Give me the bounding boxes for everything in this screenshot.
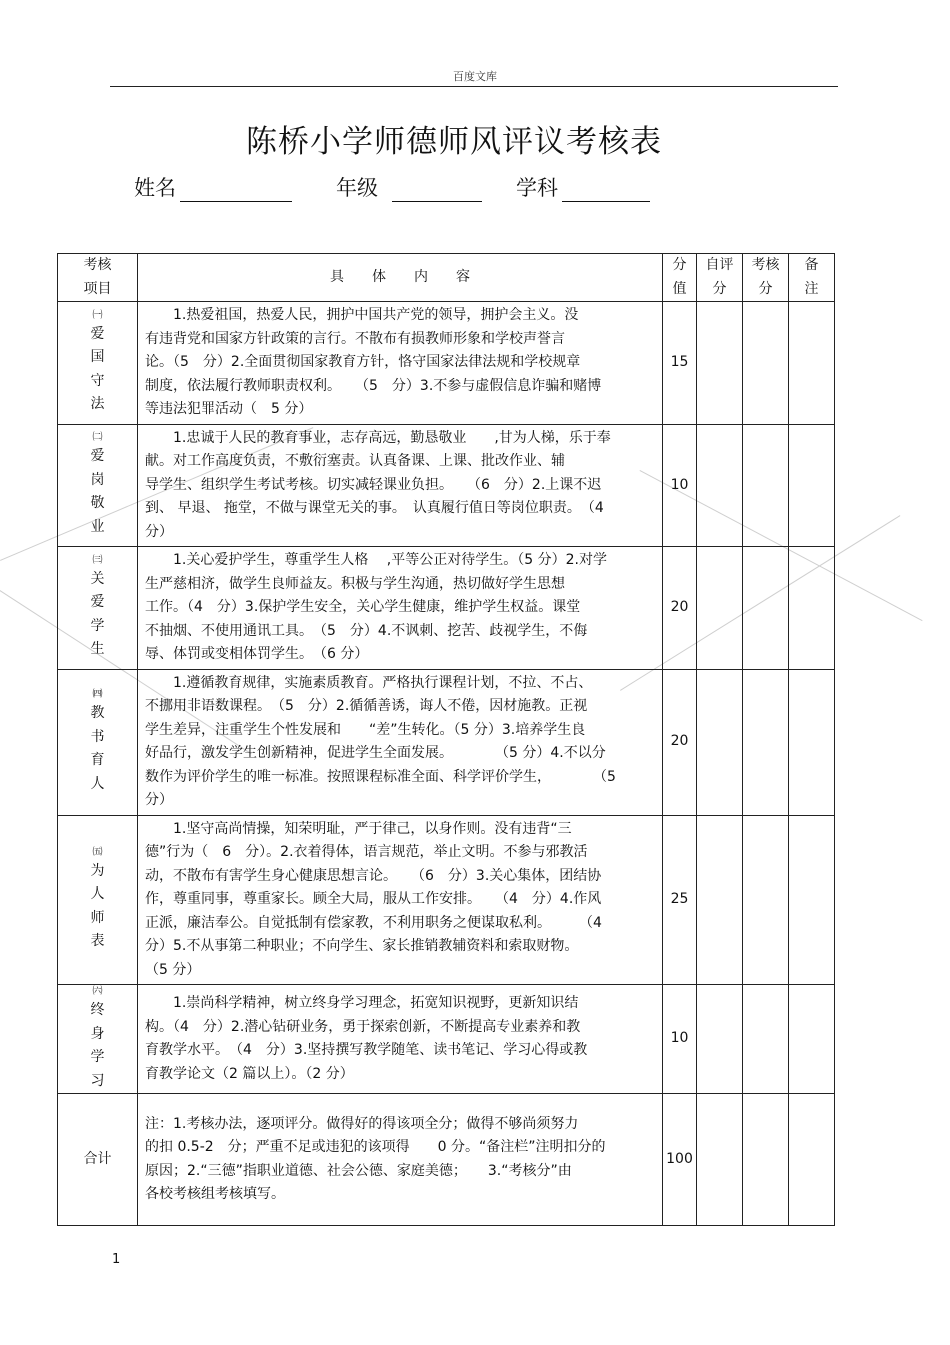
note-cell[interactable] — [789, 815, 835, 985]
eval-score-cell[interactable] — [743, 424, 789, 547]
table-row — [58, 815, 835, 985]
content-cell: 1.遵循教育规律，实施素质教育。严格执行课程计划，不拉、不占、 不挪用非语数课程。 （5 分）2.循循善诱，诲人不倦，因材施教。正视 学生差异，注重学生个性发展和 “差”生转化。（5 分）3.培养学生良 好品行，激发学生创新精神，促进学生全面发展。 （5 分）4.不以分 数作为评价学生的唯一标准。按照课程标准全面、科学评价学生， （5 分） — [138, 669, 663, 815]
self-score-cell[interactable] — [697, 985, 743, 1094]
subject-blank — [562, 179, 650, 202]
note-cell[interactable] — [789, 547, 835, 670]
header-eval-score: 考核 分 — [743, 254, 789, 302]
content-cell: 1.坚守高尚情操，知荣明耻，严于律己，以身作则。没有违背“三 德”行为（ 6 分）。2.衣着得体，语言规范，举止文明。不参与邪教活 动，不散布有害学生身心健康思想言论。 （6 分）3.关心集体，团结协 作，尊重同事，尊重家长。顾全大局，服从工作安排。 （4 分）4.作风 正派，廉洁奉公。自觉抵制有偿家教，不利用职务之便谋取私利。 （4 分）5.不从事第二种职业；不向学生、家长推销教辅资料和索取财物。 （5 分） — [138, 815, 663, 985]
notes-cell: 注：1.考核办法，逐项评分。做得好的得该项全分；做得不够尚须努力 的扣 0.5-2 分；严重不足或违犯的该项得 0 分。“备注栏”注明扣分的 原因；2.“三德”指职业道德、社会公德、家庭美德； 3.“考核分”由 各校考核组考核填写。 — [138, 1094, 663, 1226]
table-row — [58, 302, 835, 425]
table-header-row — [58, 254, 835, 302]
eval-score-cell[interactable] — [743, 1094, 789, 1226]
table-row — [58, 547, 835, 670]
subject-label: 学科 — [516, 176, 558, 200]
header-content: 具体内容 — [138, 254, 663, 302]
header-self-score: 自评 分 — [697, 254, 743, 302]
content-cell: 1.忠诚于人民的教育事业，志存高远，勤恳敬业 ,甘为人梯，乐于奉 献。对工作高度负责，不敷衍塞责。认真备课、上课、批改作业、辅 导学生、组织学生考试考核。切实减轻课业负担。 （6 分）2.上课不迟 到、 早退、 拖堂，不做与课堂无关的事。 认真履行值日等岗位职责。 （4 分） — [138, 424, 663, 547]
self-score-cell[interactable] — [697, 302, 743, 425]
table-row — [58, 424, 835, 547]
score-cell: 20 — [663, 547, 697, 670]
total-score-cell: 100 — [663, 1094, 697, 1226]
score-cell: 10 — [663, 985, 697, 1094]
name-field — [134, 172, 292, 202]
category-cell: ㈡ 爱 岗 敬 业 — [58, 424, 138, 547]
total-label-cell: 合计 — [58, 1094, 138, 1226]
category-cell: ㈢ 关 爱 学 生 — [58, 547, 138, 670]
score-cell: 15 — [663, 302, 697, 425]
category-cell: ㈣ 教 书 育 人 — [58, 669, 138, 815]
name-label: 姓名 — [134, 176, 176, 200]
table-row — [58, 985, 835, 1094]
category-cell: ㈤ 为 人 师 表 — [58, 815, 138, 985]
eval-score-cell[interactable] — [743, 815, 789, 985]
header-rule — [110, 86, 838, 87]
total-row — [58, 1094, 835, 1226]
grade-blank — [392, 179, 482, 202]
category-cell: ㈠ 爱 国 守 法 — [58, 302, 138, 425]
evaluation-table — [57, 253, 835, 1226]
content-cell: 1.崇尚科学精神，树立终身学习理念，拓宽知识视野，更新知识结 构。（4 分）2.潜心钻研业务，勇于探索创新，不断提高专业素养和教 育教学水平。 （4 分）3.坚持撰写教学随笔、读书笔记、学习心得或教 育教学论文（2 篇以上）。（2 分） — [138, 985, 663, 1094]
header-score: 分 值 — [663, 254, 697, 302]
note-cell[interactable] — [789, 1094, 835, 1226]
note-cell[interactable] — [789, 424, 835, 547]
self-score-cell[interactable] — [697, 547, 743, 670]
eval-score-cell[interactable] — [743, 985, 789, 1094]
grade-label: 年级 — [336, 176, 378, 200]
score-cell: 20 — [663, 669, 697, 815]
page-title: 陈桥小学师德师风评议考核表 — [246, 124, 662, 160]
self-score-cell[interactable] — [697, 669, 743, 815]
info-row — [0, 172, 950, 202]
self-score-cell[interactable] — [697, 424, 743, 547]
name-blank — [180, 179, 292, 202]
score-cell: 25 — [663, 815, 697, 985]
page-number: 1 — [112, 1252, 121, 1267]
header-item: 考核 项目 — [58, 254, 138, 302]
eval-score-cell[interactable] — [743, 669, 789, 815]
header-note: 备 注 — [789, 254, 835, 302]
score-cell: 10 — [663, 424, 697, 547]
content-cell: 1.热爱祖国，热爱人民，拥护中国共产党的领导，拥护会主义。没 有违背党和国家方针政策的言行。不散布有损教师形象和学校声誉言 论。（5 分）2.全面贯彻国家教育方针，恪守国家法律法规和学校规章 制度，依法履行教师职责权利。 （5 分）3.不参与虚假信息诈骗和赌博 等违法犯罪活动（ 5 分） — [138, 302, 663, 425]
eval-score-cell[interactable] — [743, 547, 789, 670]
page-header: 百度文库 — [453, 70, 497, 83]
category-cell: ㈥ 终 身 学 习 — [58, 985, 138, 1094]
self-score-cell[interactable] — [697, 1094, 743, 1226]
subject-field — [516, 172, 650, 202]
note-cell[interactable] — [789, 985, 835, 1094]
grade-field — [336, 172, 482, 202]
self-score-cell[interactable] — [697, 815, 743, 985]
note-cell[interactable] — [789, 302, 835, 425]
table-row — [58, 669, 835, 815]
note-cell[interactable] — [789, 669, 835, 815]
eval-score-cell[interactable] — [743, 302, 789, 425]
content-cell: 1.关心爱护学生，尊重学生人格 ,平等公正对待学生。（5 分）2.对学 生严慈相济，做学生良师益友。积极与学生沟通，热切做好学生思想 工作。（4 分）3.保护学生安全，关心学生健康，维护学生权益。课堂 不抽烟、不使用通讯工具。 （5 分）4.不讽刺、挖苦、歧视学生，不侮 辱、体罚或变相体罚学生。 （6 分） — [138, 547, 663, 670]
